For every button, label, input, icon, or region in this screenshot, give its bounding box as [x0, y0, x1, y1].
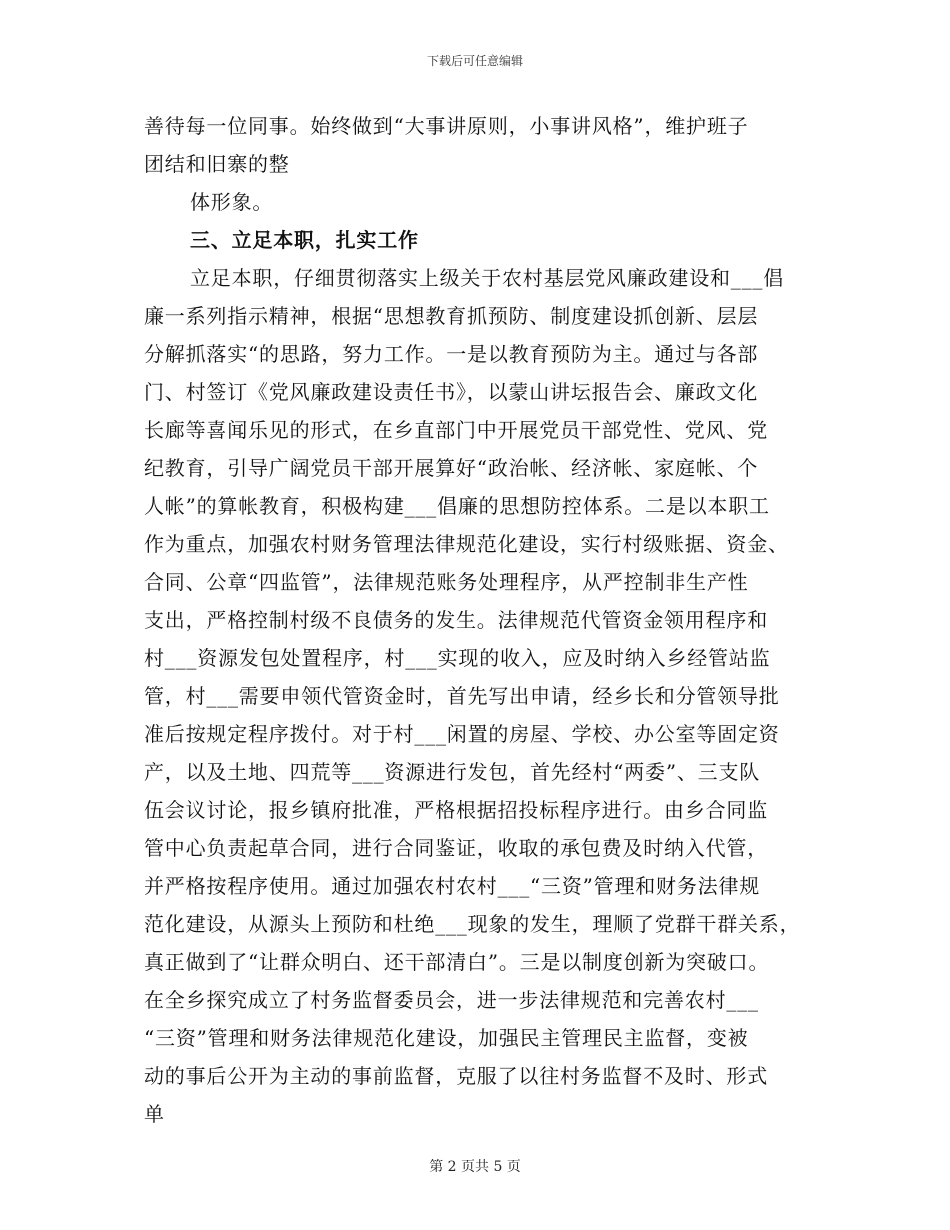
body-line: 产，以及土地、四荒等___资源进行发包，首先经村“两委”、三支队 [144, 760, 761, 784]
body-line: 合同、公章“四监管”，法律规范账务处理程序，从严控制非生产性 [144, 570, 749, 594]
body-line: 团结和旧寨的整 [144, 152, 290, 176]
body-line: 动的事后公开为主动的事前监督，克服了以往村务监督不及时、形式 [144, 1064, 768, 1088]
body-line: 在全乡探究成立了村务监督委员会，进一步法律规范和完善农村___ [144, 988, 759, 1012]
body-line: 廉一系列指示精神，根据“思想教育抓预防、制度建设抓创新、层层 [144, 304, 759, 328]
page-footer: 第 2 页共 5 页 [429, 1159, 521, 1175]
body-line: 作为重点，加强农村财务管理法律规范化建设，实行村级账据、资金、 [144, 532, 789, 556]
body-line: 并严格按程序使用。通过加强农村农村___“三资”管理和财务法律规 [144, 874, 761, 898]
body-line: 立足本职，仔细贯彻落实上级关于农村基层党风廉政建设和___倡 [190, 266, 784, 290]
body-line: 伍会议讨论，报乡镇府批准，严格根据招投标程序进行。由乡合同监 [144, 798, 768, 822]
body-line: 支出，严格控制村级不良债务的发生。法律规范代管资金领用程序和 [144, 608, 768, 632]
body-line: 村___资源发包处置程序，村___实现的收入，应及时纳入乡经管站监 [144, 646, 771, 670]
body-line: 门、村签订《党风廉政建设责任书》，以蒙山讲坛报告会、廉政文化 [144, 380, 758, 404]
body-line: 管，村___需要申领代管资金时，首先写出申请，经乡长和分管领导批 [144, 684, 780, 708]
document-body [144, 107, 824, 1133]
body-line: 善待每一位同事。始终做到“大事讲原则，小事讲风格”，维护班子 [144, 114, 749, 138]
body-line: 人帐”的算帐教育，积极构建___倡廉的思想防控体系。二是以本职工 [144, 494, 770, 518]
body-line: 单 [144, 1102, 165, 1126]
page-header: 下载后可任意编辑 [426, 54, 523, 68]
section-heading: 三、立足本职，扎实工作 [190, 228, 419, 252]
body-line: 长廊等喜闻乐见的形式，在乡直部门中开展党员干部党性、党风、党 [144, 418, 768, 442]
body-line: 分解抓落实“的思路，努力工作。一是以教育预防为主。通过与各部 [144, 342, 759, 366]
body-line: 准后按规定程序拨付。对于村___闲置的房屋、学校、办公室等固定资 [144, 722, 780, 746]
body-line: 真正做到了“让群众明白、还干部清白”。三是以制度创新为突破口。 [144, 950, 770, 974]
body-line: 管中心负责起草合同，进行合同鉴证，收取的承包费及时纳入代管， [144, 836, 768, 860]
body-line: 体形象。 [190, 190, 274, 214]
body-line: 纪教育，引导广阔党员干部开展算好“政治帐、经济帐、家庭帐、个 [144, 456, 759, 480]
body-line: 范化建设，从源头上预防和杜绝___现象的发生，理顺了党群干群关系， [144, 912, 801, 936]
body-line: “三资”管理和财务法律规范化建设，加强民主管理民主监督，变被 [144, 1026, 749, 1050]
